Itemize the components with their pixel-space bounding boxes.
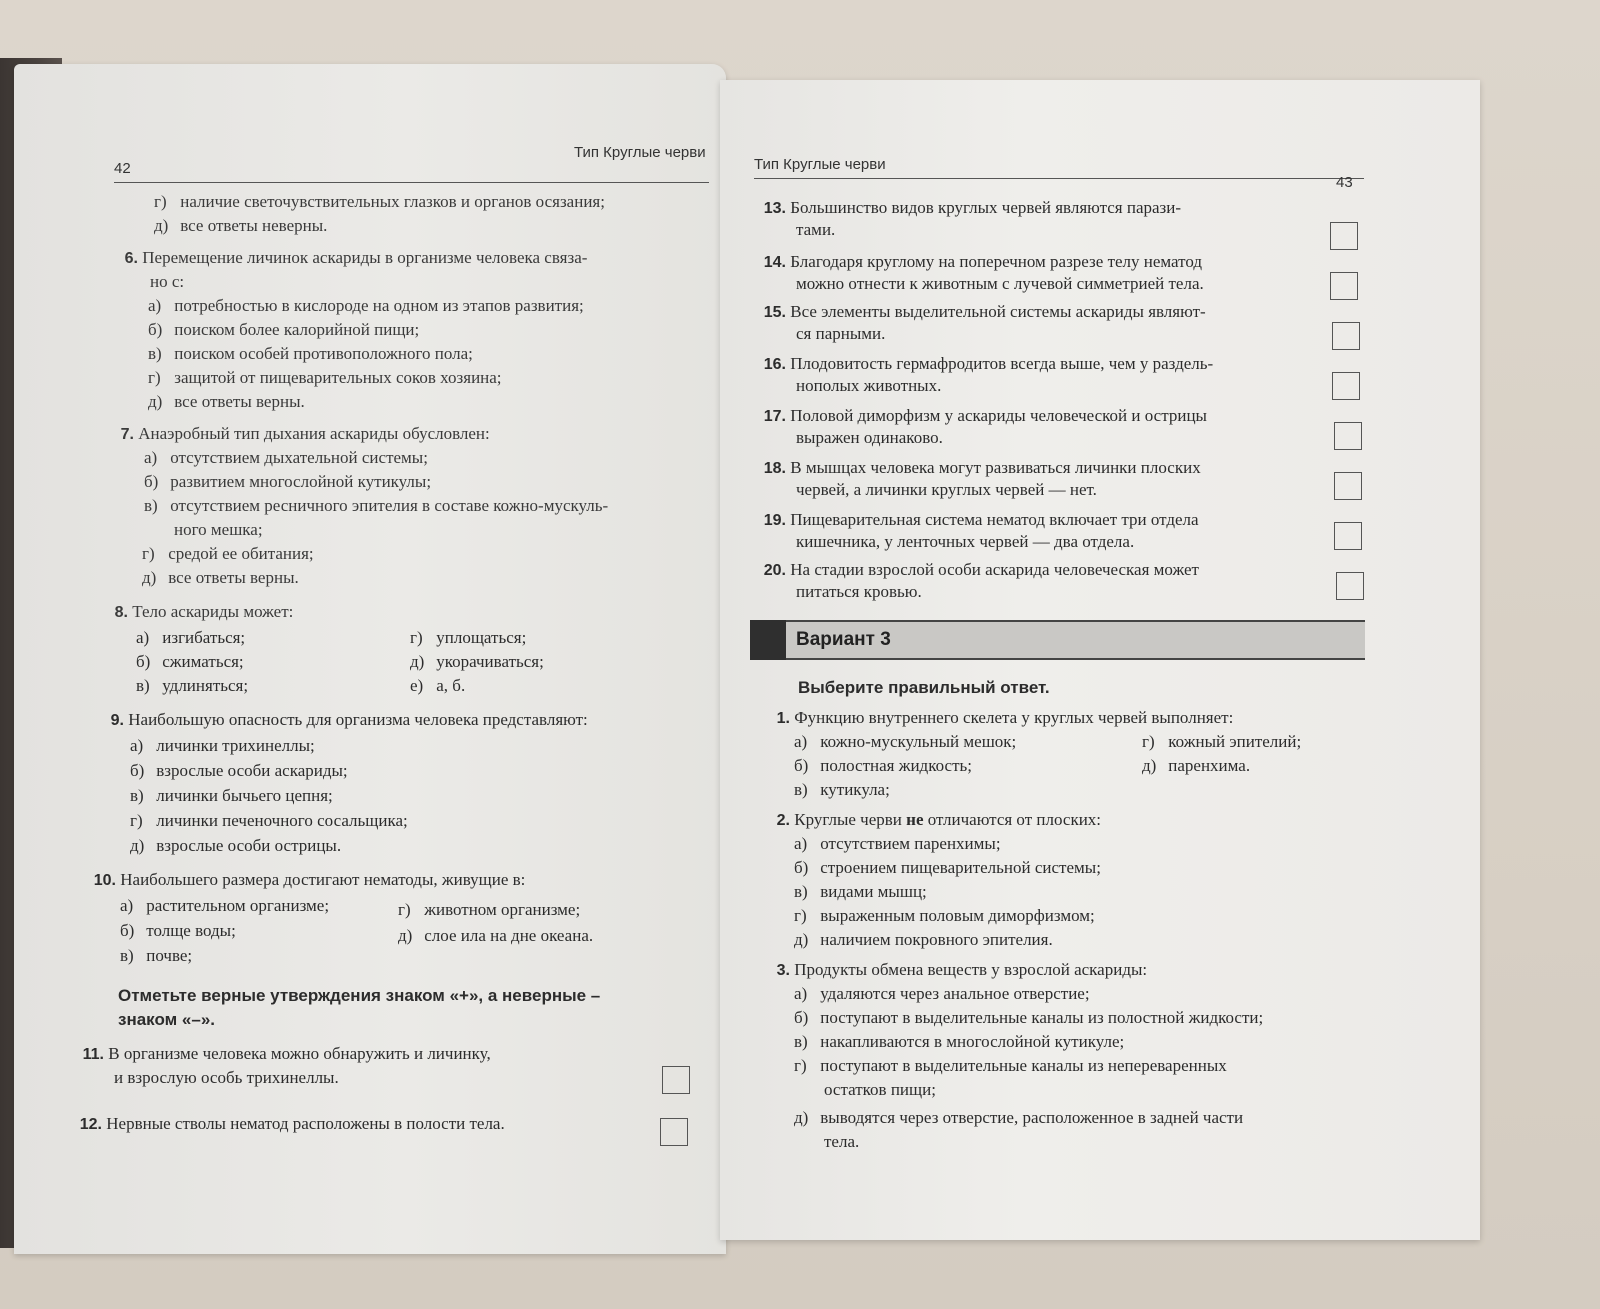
option-line: тела. — [824, 1132, 860, 1151]
option-line: а) изгибаться; — [136, 628, 246, 647]
header-rule — [754, 178, 1364, 179]
option-line: б) взрослые особи аскариды; — [130, 761, 348, 780]
question-7: 7. Анаэробный тип дыхания аскариды обусловлен: — [120, 424, 490, 443]
option-line: д) паренхима. — [1142, 756, 1251, 775]
option-line: е) а, б. — [410, 676, 466, 695]
option-line: в) поиском особей противоположного пола; — [148, 344, 473, 363]
option-line: в) почве; — [120, 946, 193, 965]
option-line: д) слое ила на дне океана. — [398, 926, 594, 945]
question-9: 9. Наибольшую опасность для организма человека представляют: — [110, 710, 588, 729]
statement: 14. Благодаря круглому на поперечном разрезе телу нематод — [763, 252, 1203, 271]
option-line: д) наличием покровного эпителия. — [794, 930, 1053, 949]
option-line: г) выраженным половым диморфизмом; — [794, 906, 1095, 925]
page-number: 42 — [114, 160, 131, 177]
question-6: 6. Перемещение личинок аскариды в организме человека связа- — [124, 248, 588, 267]
option-line: а) отсутствием паренхимы; — [794, 834, 1001, 853]
statement-cont: выражен одинаково. — [796, 428, 943, 447]
option-line: остатков пищи; — [824, 1080, 936, 1099]
choose-heading: Выберите правильный ответ. — [798, 678, 1050, 697]
option-line: а) потребностью в кислороде на одном из этапов развития; — [148, 296, 584, 315]
variant-question-1: 1. Функцию внутреннего скелета у круглых червей выполняет: — [776, 708, 1234, 727]
option-line: б) развитием многослойной кутикулы; — [144, 472, 432, 491]
option-line: а) кожно-мускульный мешок; — [794, 732, 1017, 751]
option-line: в) удлиняться; — [136, 676, 249, 695]
option-line: а) растительном организме; — [120, 896, 330, 915]
option-line: г) поступают в выделительные каналы из непереваренных — [794, 1056, 1227, 1075]
question-6-cont: но с: — [150, 272, 185, 291]
statement: 17. Половой диморфизм у аскариды человеческой и острицы — [763, 406, 1207, 425]
question-11-cont: и взрослую особь трихинеллы. — [114, 1068, 339, 1087]
question-8: 8. Тело аскариды может: — [114, 602, 294, 621]
statement-cont: можно отнести к животным с лучевой симметрией тела. — [796, 274, 1204, 293]
header-rule — [114, 182, 709, 183]
option-line: д) выводятся через отверстие, расположенное в задней части — [794, 1108, 1244, 1127]
question-12: 12. Нервные стволы нематод расположены в полости тела. — [79, 1114, 505, 1133]
option-line: б) толще воды; — [120, 921, 236, 940]
statement: 18. В мышцах человека могут развиваться личинки плоских — [763, 458, 1201, 477]
option-line: б) полостная жидкость; — [794, 756, 972, 775]
option-line: д) укорачиваться; — [410, 652, 544, 671]
variant-header — [750, 620, 1365, 660]
option-line: а) личинки трихинеллы; — [130, 736, 315, 755]
instruction-heading-cont: знаком «–». — [118, 1010, 216, 1029]
option-line: в) видами мышц; — [794, 882, 927, 901]
question-10: 10. Наибольшего размера достигают нематоды, живущие в: — [93, 870, 526, 889]
running-head: Тип Круглые черви — [754, 156, 886, 173]
option-line: а) удаляются через анальное отверстие; — [794, 984, 1090, 1003]
answer-checkbox-16[interactable] — [1332, 372, 1360, 400]
option-line: в) накапливаются в многослойной кутикуле; — [794, 1032, 1125, 1051]
answer-checkbox-15[interactable] — [1332, 322, 1360, 350]
answer-checkbox-13[interactable] — [1330, 222, 1358, 250]
statement: 13. Большинство видов круглых червей являются парази- — [763, 198, 1182, 217]
variant-title: Вариант 3 — [796, 629, 891, 650]
left-page — [14, 64, 726, 1254]
statement-cont: нополых животных. — [796, 376, 942, 395]
option-line: д) все ответы верны. — [142, 568, 299, 587]
statement: 20. На стадии взрослой особи аскарида человеческая может — [763, 560, 1199, 579]
option-line: д) все ответы верны. — [148, 392, 305, 411]
statement-cont: ся парными. — [796, 324, 886, 343]
statement-cont: кишечника, у ленточных червей — два отдела. — [796, 532, 1135, 551]
variant-question-2: 2. Круглые черви не отличаются от плоских: — [776, 810, 1102, 829]
option-line: б) поиском более калорийной пищи; — [148, 320, 420, 339]
answer-checkbox-17[interactable] — [1334, 422, 1362, 450]
statement: 15. Все элементы выделительной системы аскариды являют- — [763, 302, 1206, 321]
option-line: г) животном организме; — [398, 900, 581, 919]
option-line: в) кутикула; — [794, 780, 890, 799]
option-line: г) личинки печеночного сосальщика; — [130, 811, 408, 830]
option-line: г) кожный эпителий; — [1142, 732, 1302, 751]
variant-marker — [750, 620, 786, 660]
option-line: г) средой ее обитания; — [142, 544, 314, 563]
option-line: б) строением пищеварительной системы; — [794, 858, 1101, 877]
answer-checkbox-20[interactable] — [1336, 572, 1364, 600]
answer-checkbox-18[interactable] — [1334, 472, 1362, 500]
statement: 19. Пищеварительная система нематод включает три отдела — [763, 510, 1199, 529]
option-line: д) все ответы неверны. — [154, 216, 328, 235]
option-line: а) отсутствием дыхательной системы; — [144, 448, 428, 467]
option-line: д) взрослые особи острицы. — [130, 836, 342, 855]
option-line: г) уплощаться; — [410, 628, 527, 647]
option-line: г) наличие светочувствительных глазков и органов осязания; — [154, 192, 605, 211]
statement-cont: червей, а личинки круглых червей — нет. — [796, 480, 1097, 499]
option-line: в) отсутствием ресничного эпителия в составе кожно-мускуль- — [144, 496, 609, 515]
question-11: 11. В организме человека можно обнаружить и личинку, — [82, 1044, 491, 1063]
statement-cont: питаться кровью. — [796, 582, 922, 601]
option-line: б) сжиматься; — [136, 652, 244, 671]
answer-checkbox-11[interactable] — [662, 1066, 690, 1094]
answer-checkbox-12[interactable] — [660, 1118, 688, 1146]
statement-cont: тами. — [796, 220, 836, 239]
answer-checkbox-19[interactable] — [1334, 522, 1362, 550]
option-line: б) поступают в выделительные каналы из полостной жидкости; — [794, 1008, 1264, 1027]
option-line: г) защитой от пищеварительных соков хозяина; — [148, 368, 502, 387]
running-head: Тип Круглые черви — [574, 144, 706, 161]
variant-question-3: 3. Продукты обмена веществ у взрослой аскариды: — [776, 960, 1148, 979]
option-line: ного мешка; — [174, 520, 263, 539]
instruction-heading: Отметьте верные утверждения знаком «+», а неверные – — [118, 986, 601, 1005]
answer-checkbox-14[interactable] — [1330, 272, 1358, 300]
right-page — [720, 80, 1480, 1240]
statement: 16. Плодовитость гермафродитов всегда выше, чем у раздель- — [763, 354, 1214, 373]
page-number: 43 — [1336, 174, 1353, 191]
option-line: в) личинки бычьего цепня; — [130, 786, 333, 805]
